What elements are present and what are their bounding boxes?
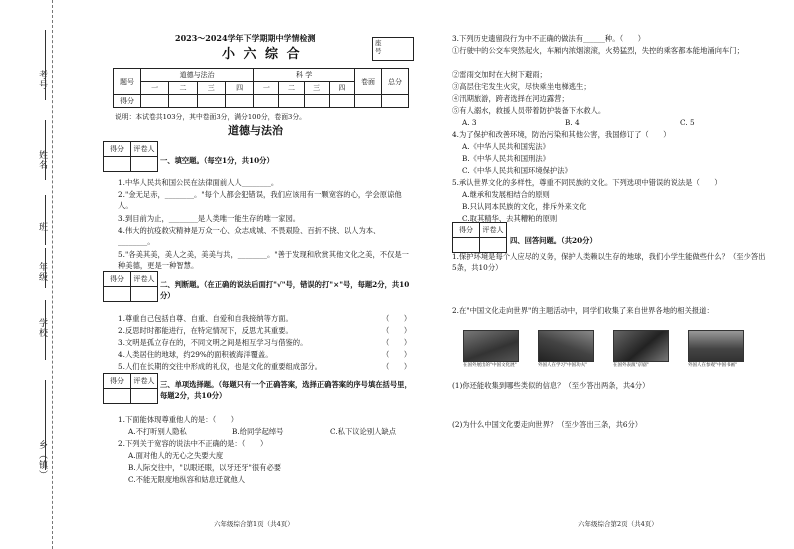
fill-item-2: 2."金无足赤，________。"每个人都会犯错误，我们应该用有一颗宽容的心，学会原谅他人。 [118, 190, 402, 210]
binding-strip [0, 0, 53, 549]
subcol-header: 四 [329, 82, 354, 95]
fill-item-3: 3.到目前为止，________是人类唯一能生存的唯一家园。 [118, 214, 301, 223]
score-cell[interactable] [225, 95, 253, 108]
answer-paren[interactable]: （ ） [382, 350, 412, 359]
choice-q3: 3.下列历史遗留段行为中不正确的做法有______种。（ ） [452, 34, 646, 43]
choice-q1-option-a: A.不打听别人隐私 [128, 427, 187, 436]
choice-q3-item-4: ④汛期旅游，跨者选择在河边露营； [452, 94, 569, 103]
class-label: 班 [37, 222, 47, 232]
choice-q4-option-b: B.《中华人民共和国刑法》 [462, 154, 550, 163]
choice-q4: 4.为了保护和改善环境，防治污染和其他公害，我国修订了（ ） [452, 130, 671, 139]
photo-caption: 在国外展出的"中国文化展" [463, 363, 517, 368]
grader-score-cell[interactable] [104, 157, 131, 172]
score-cell[interactable] [141, 95, 169, 108]
grader-cell[interactable] [131, 157, 158, 172]
choice-q3-option-c: C. 5 [680, 118, 695, 127]
grader-cell[interactable] [131, 287, 158, 302]
photo-caption: 外国人在参观"中国书画" [688, 363, 738, 368]
subcol-header: 四 [225, 82, 253, 95]
school-line [45, 300, 46, 360]
score-cell[interactable] [197, 95, 225, 108]
footer-right: 六年级综合第2页（共4页） [578, 520, 658, 528]
judge-item-3: 3.文明是孤立存在的，不同文明之间是相互学习与借鉴的。 [118, 338, 308, 347]
answer-paren[interactable]: （ ） [382, 338, 412, 347]
township-label: 乡（镇） [37, 440, 47, 480]
choice-q2-option-b: B.人际交往中，"以眼还眼，以牙还牙"很有必要 [128, 463, 282, 472]
choice-q1-option-b: B.给同学起绰号 [232, 427, 284, 436]
choice-q5-option-c: C.取其精华、去其糟粕的原则 [462, 214, 558, 223]
photo-culture-exhibition [463, 330, 519, 362]
grader-box-2 [103, 271, 158, 302]
exam-number-label: 考号 [37, 70, 47, 90]
photo-kungfu [538, 330, 594, 362]
answer-paren[interactable]: （ ） [382, 326, 412, 335]
score-cell[interactable] [169, 95, 197, 108]
judge-item-1: 1.尊重自己包括自尊、自重、自爱和自我接纳等方面。 [118, 314, 293, 323]
part1-title: 一、填空题。（每空1分，共10分） [160, 156, 274, 165]
part3-title: 三、单项选择题。（每题只有一个正确答案，选择正确答案的序号填在括号里，每题2分，共10分） [160, 380, 412, 400]
township-line [45, 380, 46, 470]
photo-peking-opera [613, 330, 669, 362]
score-cell[interactable] [329, 95, 354, 108]
seat-number-box[interactable] [372, 37, 414, 61]
choice-q3-item-5: ⑤有人溺水，救援人员带着防护装备下水救人。 [452, 106, 606, 115]
answer-paren[interactable]: （ ） [382, 362, 412, 371]
judge-item-2: 2.反思时时都能进行，在特定情况下，反思尤其重要。 [118, 326, 293, 335]
score-row-label: 得分 [114, 95, 141, 108]
subcol-header: 二 [169, 82, 197, 95]
subcol-header: 三 [304, 82, 329, 95]
fill-item-1: 1.中华人民共和国公民在法律面前人人________。 [118, 178, 279, 187]
instructions: 说明：本试卷共103分，其中卷面3分，满分100分，卷面3分。 [115, 113, 306, 121]
choice-q5-option-b: B.只认同本民族的文化，排斥外来文化 [462, 202, 587, 211]
grader-cell[interactable] [131, 389, 158, 404]
choice-q5: 5.承认世界文化的多样性，尊重不同民族的文化。下列选项中错误的说法是（ ） [452, 178, 722, 187]
score-table [113, 68, 409, 108]
subcol-header: 一 [254, 82, 279, 95]
grader-label: 评卷人 [131, 142, 158, 157]
footer-left: 六年级综合第1页（共4页） [214, 520, 294, 528]
choice-q3-item-1: ①行驶中的公交车突然起火，车厢内浓烟滚滚，火势猛烈，失控的乘客都本能地涌向车门； [452, 46, 744, 55]
grader-score-cell[interactable] [104, 287, 131, 302]
exam-title: 2023～2024学年下学期期中学情检测 [175, 33, 316, 43]
score-cell[interactable] [382, 95, 409, 108]
paper-head-header: 卷面 [355, 69, 382, 95]
answer-paren[interactable]: （ ） [382, 314, 412, 323]
part4-title: 四、回答问题。（共20分） [510, 236, 597, 245]
score-cell[interactable] [279, 95, 304, 108]
subcol-header: 一 [141, 82, 169, 95]
grade-label: 年级 [37, 262, 47, 282]
class-line [45, 195, 46, 245]
fill-item-5: 5."各美其美，美人之美，美美与共，________。"善于发现和欣赏其他文化之美，不仅是一种美德，更是一种智慧。 [118, 250, 409, 270]
score-cell[interactable] [254, 95, 279, 108]
photo-caption: 外国人在学习"中国功夫" [538, 363, 588, 368]
photo-calligraphy [688, 330, 744, 362]
choice-q2: 2.下列关于宽容的说法中不正确的是：（ ） [118, 439, 268, 448]
subject-title: 小 六 综 合 [222, 47, 302, 62]
grader-box-3 [103, 373, 158, 404]
grader-score-label: 得分 [453, 223, 480, 238]
choice-q1-option-c: C.私下议论别人缺点 [330, 427, 397, 436]
answer-q2-sub1: (1)你还能收集到哪些类似的信息？（至少答出两条，共4分） [452, 381, 650, 390]
choice-q3-option-a: A. 3 [462, 118, 477, 127]
seat-label: 座号 [375, 39, 382, 55]
grader-score-label: 得分 [104, 142, 131, 157]
choice-q4-option-a: A.《中华人民共和国宪法》 [462, 142, 550, 151]
fill-item-4: 4.伟大的抗疫救灾精神是万众一心、众志成城、不畏艰险、百折不挠、以人为本、________。 [118, 226, 381, 246]
section-title: 道德与法治 [228, 124, 283, 137]
choice-q4-option-c: C.《中华人民共和国环境保护法》 [462, 166, 572, 175]
exam-number-line [45, 30, 46, 100]
score-cell[interactable] [355, 95, 382, 108]
name-label: 姓名 [37, 150, 47, 170]
judge-item-4: 4.人类居住的地球，约29%的面积被海洋覆盖。 [118, 350, 273, 359]
total-header: 总分 [382, 69, 409, 95]
choice-q3-item-3: ③高层住宅发生火灾，尽快乘坐电梯逃生； [452, 82, 591, 91]
school-label: 学校 [37, 318, 47, 338]
science-group-header: 科 学 [254, 69, 355, 82]
subcol-header: 二 [279, 82, 304, 95]
grader-label: 评卷人 [480, 223, 507, 238]
morality-group-header: 道德与法治 [141, 69, 254, 82]
answer-q1: 1.保护环境是每个人应尽的义务，保护人类赖以生存的地球，我们小学生能做些什么？（至少答出5条，共10分） [452, 252, 766, 272]
part2-title: 二、判断题。（在正确的说法后面打"√"号，错误的打"×"号，每题2分，共10分） [160, 280, 410, 300]
photo-caption: 在国外表演"京剧" [613, 363, 649, 368]
grader-score-cell[interactable] [104, 389, 131, 404]
choice-q2-option-a: A.面对他人的无心之失要大度 [128, 451, 224, 460]
name-line [45, 120, 46, 180]
score-cell[interactable] [304, 95, 329, 108]
grader-score-label: 得分 [104, 374, 131, 389]
grader-label: 评卷人 [131, 272, 158, 287]
choice-q3-item-2: ②雷雨交加时在大树下避雨； [452, 70, 547, 79]
grader-box-1 [103, 141, 158, 172]
choice-q1: 1.下面能体现尊重他人的是：（ ） [118, 415, 239, 424]
judge-item-5: 5.人们在长期的交往中形成的礼仪，也是文化的重要组成部分。 [118, 362, 322, 371]
answer-q2: 2.在"中国文化走向世界"的主题活动中，同学们收集了来自世界各地的相关报道： [452, 306, 714, 315]
choice-q5-option-a: A.继承和发展相结合的原则 [462, 190, 550, 199]
subcol-header: 三 [197, 82, 225, 95]
choice-q3-option-b: B. 4 [565, 118, 580, 127]
grader-box-4 [452, 222, 507, 253]
answer-q2-sub2: (2)为什么中国文化要走向世界？（至少答出三条，共6分） [452, 420, 643, 429]
choice-q2-option-c: C.不能无限度地纵容和姑息迁就他人 [128, 475, 246, 484]
grade-line [45, 248, 46, 288]
question-number-header: 题号 [114, 69, 141, 95]
grader-label: 评卷人 [131, 374, 158, 389]
grader-score-label: 得分 [104, 272, 131, 287]
